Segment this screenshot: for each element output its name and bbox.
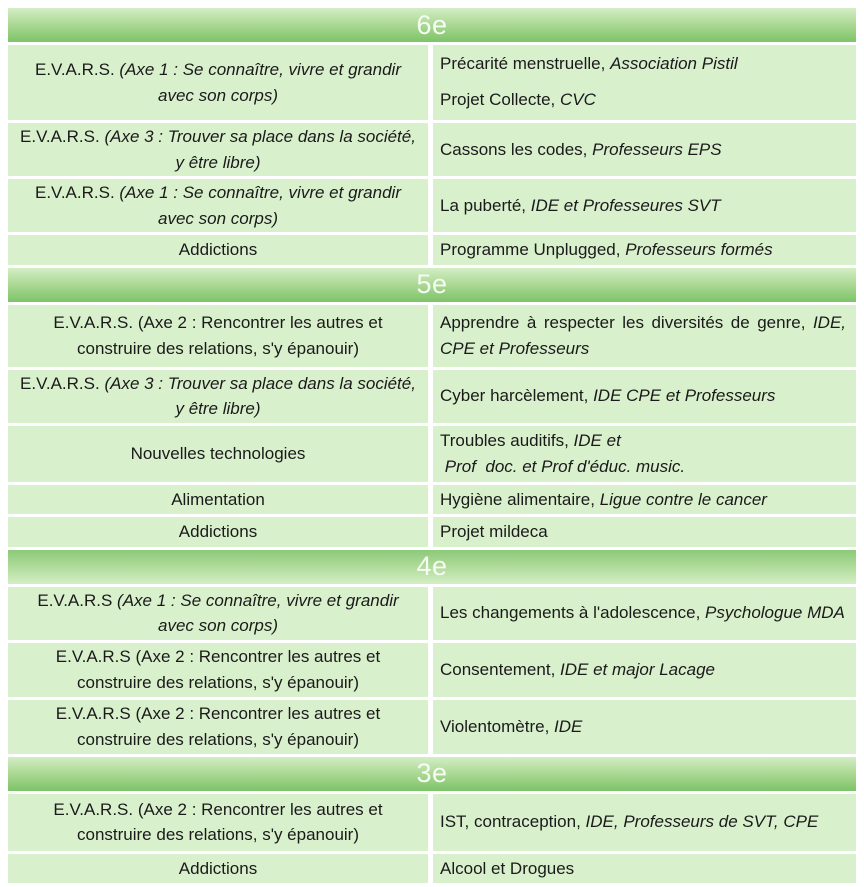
activity-text: Consentement, IDE et major Lacage bbox=[440, 659, 715, 679]
table-row bbox=[8, 370, 856, 423]
activity-text: Projet mildeca bbox=[440, 522, 548, 541]
topic-text: Addictions bbox=[178, 522, 258, 541]
table-row bbox=[8, 854, 856, 884]
activity-cell bbox=[433, 305, 856, 367]
activity-text: Violentomètre, IDE bbox=[440, 716, 583, 736]
table-row bbox=[8, 794, 856, 851]
table-row bbox=[8, 485, 856, 515]
table-row bbox=[8, 426, 856, 482]
table-row bbox=[8, 305, 856, 367]
topic-cell bbox=[8, 45, 428, 120]
topic-cell bbox=[8, 794, 428, 851]
topic-text: Nouvelles technologies bbox=[130, 443, 306, 463]
topic-cell bbox=[8, 426, 428, 482]
table-row bbox=[8, 517, 856, 547]
topic-cell bbox=[8, 305, 428, 367]
activity-cell bbox=[433, 643, 856, 697]
activity-cell bbox=[433, 370, 856, 423]
activity-cell bbox=[433, 123, 856, 176]
activity-text: Cyber harcèlement, IDE CPE et Professeurs bbox=[440, 386, 776, 406]
activity-cell bbox=[433, 179, 856, 232]
topic-text: E.V.A.R.S. (Axe 3 : Trouver sa place dans la société, y être libre) bbox=[20, 127, 421, 172]
activity-cell bbox=[433, 794, 856, 851]
activity-text: Prof doc. et Prof d'éduc. music. bbox=[440, 457, 686, 476]
activity-text: IST, contraception, IDE, Professeurs de SVT, CPE bbox=[440, 812, 819, 832]
topic-cell bbox=[8, 235, 428, 265]
table-row bbox=[8, 587, 856, 640]
activity-cell bbox=[433, 45, 856, 120]
topic-text: Addictions bbox=[178, 240, 258, 259]
topic-text: E.V.A.R.S. (Axe 2 : Rencontrer les autres et construire des relations, s'y épanouir) bbox=[53, 313, 388, 358]
activity-text: Troubles auditifs, IDE et bbox=[440, 430, 621, 450]
activity-text: Cassons les codes, Professeurs EPS bbox=[440, 139, 722, 159]
activity-text: Projet Collecte, CVC bbox=[440, 89, 596, 109]
topic-cell bbox=[8, 643, 428, 697]
topic-text: E.V.A.R.S. (Axe 3 : Trouver sa place dans la société, y être libre) bbox=[20, 373, 421, 418]
topic-cell bbox=[8, 485, 428, 515]
table-row bbox=[8, 45, 856, 120]
activity-text: Alcool et Drogues bbox=[440, 858, 575, 878]
activity-text: Hygiène alimentaire, Ligue contre le cancer bbox=[440, 489, 767, 509]
topic-text: Addictions bbox=[178, 858, 258, 878]
activity-cell bbox=[433, 485, 856, 515]
band-6e: 6e bbox=[8, 8, 856, 42]
band-3e: 3e bbox=[8, 757, 856, 791]
activity-cell bbox=[433, 854, 856, 884]
activity-text: Précarité menstruelle, Association Pistil bbox=[440, 54, 738, 73]
band-4e: 4e bbox=[8, 550, 856, 584]
program-table bbox=[8, 8, 856, 883]
topic-cell bbox=[8, 370, 428, 423]
topic-cell bbox=[8, 179, 428, 232]
table-row bbox=[8, 700, 856, 754]
activity-text: La puberté, IDE et Professeures SVT bbox=[440, 195, 721, 215]
topic-cell bbox=[8, 587, 428, 640]
topic-cell bbox=[8, 700, 428, 754]
band-5e: 5e bbox=[8, 268, 856, 302]
topic-cell bbox=[8, 123, 428, 176]
activity-text: Les changements à l'adolescence, Psychologue MDA bbox=[440, 603, 845, 623]
activity-cell bbox=[433, 517, 856, 547]
table-row bbox=[8, 123, 856, 176]
table-row bbox=[8, 179, 856, 232]
topic-cell bbox=[8, 854, 428, 884]
table-row bbox=[8, 235, 856, 265]
topic-text: Alimentation bbox=[171, 489, 265, 509]
topic-cell bbox=[8, 517, 428, 547]
topic-text: E.V.A.R.S. (Axe 2 : Rencontrer les autres et construire des relations, s'y épanouir) bbox=[53, 799, 388, 844]
activity-cell bbox=[433, 426, 856, 482]
activity-cell bbox=[433, 587, 856, 640]
activity-cell bbox=[433, 700, 856, 754]
topic-text: E.V.A.R.S. (Axe 1 : Se connaître, vivre et grandir avec son corps) bbox=[34, 60, 406, 105]
topic-text: E.V.A.R.S (Axe 2 : Rencontrer les autres et construire des relations, s'y épanouir) bbox=[55, 704, 385, 749]
table-row bbox=[8, 643, 856, 697]
topic-text: E.V.A.R.S (Axe 1 : Se connaître, vivre et grandir avec son corps) bbox=[37, 590, 404, 635]
topic-text: E.V.A.R.S (Axe 2 : Rencontrer les autres et construire des relations, s'y épanouir) bbox=[55, 647, 385, 692]
activity-cell bbox=[433, 235, 856, 265]
activity-text: Apprendre à respecter les diversités de genre, IDE, CPE et Professeurs bbox=[440, 313, 851, 358]
topic-text: E.V.A.R.S. (Axe 1 : Se connaître, vivre et grandir avec son corps) bbox=[34, 183, 406, 228]
activity-text: Programme Unplugged, Professeurs formés bbox=[440, 240, 773, 259]
